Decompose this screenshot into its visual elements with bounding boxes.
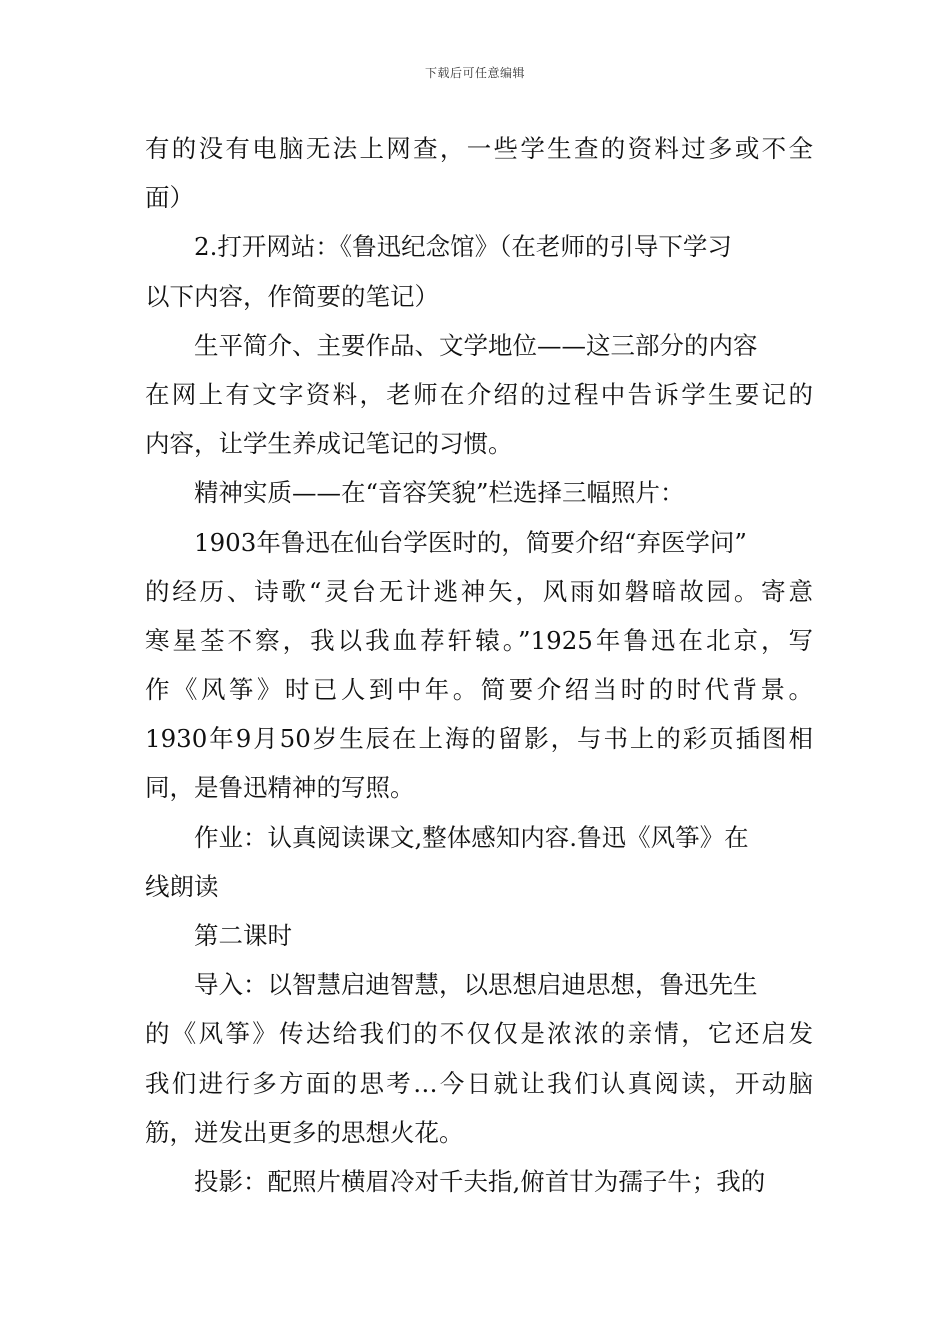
- text-line: 面）: [145, 183, 194, 213]
- text-line: 精神实质——在“音容笑貌”栏选择三幅照片：: [194, 478, 685, 508]
- text-line: 筋，迸发出更多的思想火花。: [145, 1117, 464, 1147]
- text-line: 寒星荃不察，我以我血荐轩辕。”1925年鲁迅在北京，写: [145, 625, 813, 655]
- text-line: 同，是鲁迅精神的写照。: [145, 773, 415, 803]
- text-line: 1930年9月50岁生辰在上海的留影，与书上的彩页插图相: [145, 724, 813, 754]
- text-line: 线朗读: [145, 871, 219, 901]
- text-line: 作业：认真阅读课文,整体感知内容.鲁迅《风筝》在: [194, 822, 749, 852]
- text-line: 我们进行多方面的思考…今日就让我们认真阅读，开动脑: [145, 1068, 813, 1098]
- text-line: 在网上有文字资料，老师在介绍的过程中告诉学生要记的: [145, 379, 813, 409]
- text-line: 第二课时: [194, 921, 292, 950]
- text-line: 内容，让学生养成记笔记的习惯。: [145, 429, 513, 459]
- text-line: 投影：配照片横眉冷对千夫指,俯首甘为孺子牛；我的: [194, 1166, 766, 1196]
- text-line: 导入：以智慧启迪智慧，以思想启迪思想，鲁迅先生: [194, 970, 758, 1000]
- text-line: 2.打开网站：《鲁迅纪念馆》（在老师的引导下学习: [194, 232, 732, 262]
- page-header: 下载后可任意编辑: [424, 66, 525, 80]
- text-line: 以下内容，作简要的笔记）: [145, 281, 439, 311]
- text-line: 作《风筝》时已人到中年。简要介绍当时的时代背景。: [145, 675, 813, 705]
- text-line: 1903年鲁迅在仙台学医时的，简要介绍“弃医学问”: [194, 527, 747, 557]
- body-text: [145, 124, 813, 1206]
- text-line: 生平简介、主要作品、文学地位——这三部分的内容: [194, 330, 758, 360]
- text-line: 有的没有电脑无法上网查，一些学生查的资料过多或不全: [145, 134, 813, 163]
- text-line: 的经历、诗歌“灵台无计逃神矢，风雨如磐暗故园。寄意: [145, 576, 813, 606]
- text-line: 的《风筝》传达给我们的不仅仅是浓浓的亲情，它还启发: [145, 1019, 813, 1049]
